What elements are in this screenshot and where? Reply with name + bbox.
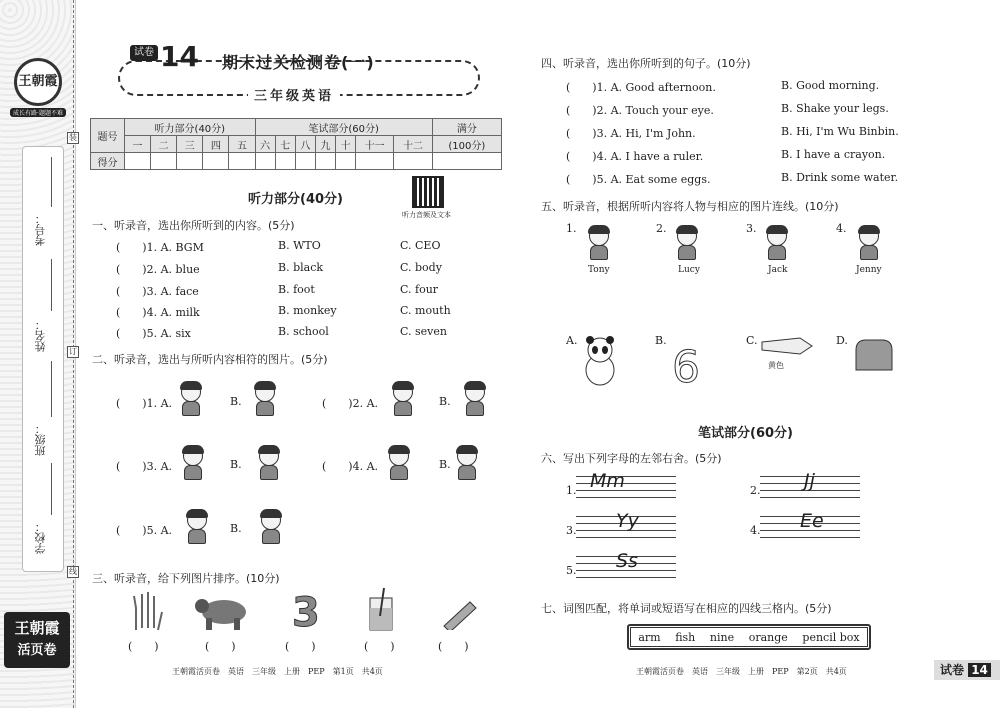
lucy-picture: [672, 226, 702, 260]
s3-blank-3[interactable]: ( ): [285, 640, 316, 653]
jenny-picture: [854, 226, 884, 260]
s4-q1-a: ( )1. A. Good afternoon.: [566, 81, 716, 94]
s4-q5-b: B. Drink some water.: [781, 171, 899, 184]
jack-picture: [762, 226, 792, 260]
s2-q5-a-picture: [182, 510, 212, 544]
s6-q4-num: 4.: [750, 524, 761, 537]
section-2-title: 二、听录音，选出与所听内容相符的图片。(5分): [92, 353, 328, 366]
s2-q3: ( )3. A.: [116, 460, 173, 473]
s2-q1-b-picture: [250, 382, 280, 416]
s2-q1-a-picture: [176, 382, 206, 416]
listening-heading: 听力部分(40分): [248, 192, 343, 207]
score-cell[interactable]: [315, 153, 335, 170]
s1-q4: ( )4. A. milk: [116, 306, 200, 319]
score-cell[interactable]: [275, 153, 295, 170]
publisher-logo: 王朝霞: [14, 58, 62, 106]
s3-blank-4[interactable]: ( ): [364, 640, 395, 653]
s1-q5: ( )5. A. six: [116, 327, 191, 340]
score-cell[interactable]: [203, 153, 229, 170]
s6-q5-lines[interactable]: [576, 550, 676, 578]
s2-q4-b: B.: [439, 458, 451, 471]
s4-q1-b: B. Good morning.: [781, 79, 880, 92]
paper-tag: [934, 660, 1000, 680]
field-exam-number: 考号：: [34, 213, 47, 246]
writing-heading: 笔试部分(60分): [698, 426, 793, 441]
publisher-slogan: 成长有路·题题不难: [10, 108, 66, 117]
paper-tag-label: 试卷: [940, 663, 965, 677]
cut-mark: 线: [69, 567, 77, 576]
series-badge: [4, 612, 70, 668]
s5-picture-c-label: C.: [746, 334, 758, 347]
score-full-value: (100分): [432, 136, 501, 153]
field-school: 学校：: [34, 521, 47, 554]
s5-person-4-num: 4.: [836, 222, 847, 235]
crayon-icon: [760, 334, 814, 358]
s1-q5-c: C. seven: [400, 325, 447, 338]
s1-q1-c: C. CEO: [400, 239, 441, 252]
s6-q1-letters: Mm: [590, 470, 625, 492]
s5-person-1-num: 1.: [566, 222, 577, 235]
score-header-item: 题号: [91, 119, 125, 153]
s6-q5-letters: Ss: [616, 550, 638, 572]
s6-q1-lines[interactable]: [576, 470, 676, 498]
score-cell[interactable]: [394, 153, 432, 170]
s6-q4-lines[interactable]: [760, 510, 860, 538]
s5-person-3-num: 3.: [746, 222, 757, 235]
score-cell[interactable]: [125, 153, 151, 170]
panda-icon: [582, 336, 618, 386]
paper-tag-number: 14: [968, 663, 991, 677]
s4-q5-a: ( )5. A. Eat some eggs.: [566, 173, 711, 186]
s3-blank-5[interactable]: ( ): [438, 640, 469, 653]
s1-q1: ( )1. A. BGM: [116, 241, 204, 254]
s1-q2-b: B. black: [278, 261, 324, 274]
score-cell[interactable]: [151, 153, 177, 170]
paper-number: 14: [160, 40, 199, 73]
score-col: 三: [177, 136, 203, 153]
s2-q4-b-picture: [452, 446, 482, 480]
word-orange: orange: [748, 630, 788, 644]
s6-q2-letters: Jj: [804, 470, 815, 492]
s4-q4-b: B. I have a crayon.: [781, 148, 886, 161]
s6-q3-lines[interactable]: [576, 510, 676, 538]
score-col: 十: [335, 136, 355, 153]
score-col: 六: [255, 136, 275, 153]
score-table: [90, 118, 502, 170]
juice-glass-icon: [362, 586, 402, 634]
s3-blank-2[interactable]: ( ): [205, 640, 236, 653]
cut-mark: 订: [69, 347, 77, 356]
s2-q3-b: B.: [230, 458, 242, 471]
score-header-writing: 笔试部分(60分): [255, 119, 432, 136]
word-pencil-box: pencil box: [802, 630, 860, 644]
page-title: 期末过关检测卷(一): [222, 53, 375, 72]
s5-person-3-name: Jack: [768, 265, 788, 275]
s2-q2-b: B.: [439, 395, 451, 408]
s6-q2-num: 2.: [750, 484, 761, 497]
s6-q1-num: 1.: [566, 484, 577, 497]
s2-q5-b: B.: [230, 522, 242, 535]
footer-left: 王朝霞活页卷 英语 三年级 上册 PEP 第1页 共4页: [172, 667, 383, 676]
section-5-title: 五、听录音，根据所听内容将人物与相应的图片连线。(10分): [541, 200, 839, 213]
footer-right: 王朝霞活页卷 英语 三年级 上册 PEP 第2页 共4页: [636, 667, 847, 676]
s5-picture-a-label: A.: [566, 334, 578, 347]
s2-q4-a-picture: [384, 446, 414, 480]
s5-person-2-name: Lucy: [678, 265, 700, 275]
s2-q2-a-picture: [388, 382, 418, 416]
s4-q2-b: B. Shake your legs.: [781, 102, 889, 115]
s1-q3-b: B. foot: [278, 283, 315, 296]
s2-q5: ( )5. A.: [116, 524, 173, 537]
student-info-card: [22, 146, 64, 572]
bear-icon: [194, 594, 250, 630]
s6-q4-letters: Ee: [800, 510, 824, 532]
score-col: 十一: [356, 136, 394, 153]
score-header-listening: 听力部分(40分): [125, 119, 256, 136]
svg-text:3: 3: [292, 590, 320, 632]
score-col: 九: [315, 136, 335, 153]
s3-blank-1[interactable]: ( ): [128, 640, 159, 653]
s5-picture-b-label: B.: [655, 334, 667, 347]
number-three-icon: [286, 588, 320, 632]
score-cell[interactable]: [177, 153, 203, 170]
s1-q5-b: B. school: [278, 325, 329, 338]
s1-q4-c: C. mouth: [400, 304, 451, 317]
pen-icon: [440, 598, 480, 630]
s5-person-2-num: 2.: [656, 222, 667, 235]
s6-q5-num: 5.: [566, 564, 577, 577]
section-1-title: 一、听录音，选出你所听到的内容。(5分): [92, 219, 295, 232]
field-line: [51, 463, 52, 515]
s1-q1-b: B. WTO: [278, 239, 321, 252]
score-col: 十二: [394, 136, 432, 153]
section-6-title: 六、写出下列字母的左邻右舍。(5分): [541, 452, 722, 465]
score-cell[interactable]: [295, 153, 315, 170]
qr-code-icon[interactable]: [412, 176, 444, 208]
svg-text:6: 6: [672, 342, 700, 386]
s2-q2-b-picture: [460, 382, 490, 416]
score-row-label: 得分: [91, 153, 125, 170]
score-cell[interactable]: [356, 153, 394, 170]
s2-q3-a-picture: [178, 446, 208, 480]
score-cell[interactable]: [255, 153, 275, 170]
field-name: 姓名：: [34, 319, 47, 352]
score-cell[interactable]: [432, 153, 501, 170]
score-cell[interactable]: [335, 153, 355, 170]
number-six-icon: [670, 336, 700, 386]
field-class: 班级：: [34, 423, 47, 456]
crayon-caption: 黄色: [768, 361, 784, 370]
s6-q3-num: 3.: [566, 524, 577, 537]
s1-q2-c: C. body: [400, 261, 442, 274]
s5-picture-d-label: D.: [836, 334, 848, 347]
s6-q2-lines[interactable]: [760, 470, 860, 498]
score-col: 四: [203, 136, 229, 153]
paper-badge: 试卷: [130, 45, 158, 61]
cut-mark: 装: [69, 133, 77, 142]
s6-q3-letters: Yy: [616, 510, 639, 532]
s2-q1: ( )1. A.: [116, 397, 173, 410]
s1-q3-c: C. four: [400, 283, 439, 296]
section-3-title: 三、听录音，给下列图片排序。(10分): [92, 572, 280, 585]
field-line: [51, 157, 52, 207]
s2-q1-b: B.: [230, 395, 242, 408]
s1-q2: ( )2. A. blue: [116, 263, 200, 276]
s1-q4-b: B. monkey: [278, 304, 337, 317]
field-line: [51, 361, 52, 417]
s2-q5-b-picture: [256, 510, 286, 544]
qr-caption: 听力音频及文本: [402, 211, 451, 219]
s5-person-1-name: Tony: [588, 265, 610, 275]
series-badge-line1: 王朝霞: [14, 619, 60, 637]
s5-person-4-name: Jenny: [856, 265, 882, 275]
score-col: 八: [295, 136, 315, 153]
s2-q4: ( )4. A.: [322, 460, 379, 473]
score-col: 一: [125, 136, 151, 153]
s4-q4-a: ( )4. A. I have a ruler.: [566, 150, 704, 163]
s4-q2-a: ( )2. A. Touch your eye.: [566, 104, 714, 117]
s2-q3-b-picture: [254, 446, 284, 480]
hand-icon: [128, 590, 164, 632]
word-nine: nine: [709, 630, 735, 644]
score-col: 七: [275, 136, 295, 153]
score-col: 二: [151, 136, 177, 153]
field-line: [51, 259, 52, 311]
series-badge-line2: 活页卷: [17, 643, 57, 658]
score-col: 五: [229, 136, 255, 153]
word-fish: fish: [675, 630, 696, 644]
score-header-full: 满分: [432, 119, 501, 136]
s4-q3-a: ( )3. A. Hi, I'm John.: [566, 127, 696, 140]
s4-q3-b: B. Hi, I'm Wu Binbin.: [781, 125, 899, 138]
tony-picture: [584, 226, 614, 260]
section-4-title: 四、听录音，选出你所听到的句子。(10分): [541, 57, 751, 70]
page-subtitle: 三年级英语: [248, 85, 340, 104]
s2-q2: ( )2. A.: [322, 397, 379, 410]
score-cell[interactable]: [229, 153, 255, 170]
word-bank: [630, 627, 868, 647]
bread-icon: [852, 338, 894, 372]
s1-q3: ( )3. A. face: [116, 285, 199, 298]
word-arm: arm: [638, 630, 661, 644]
section-7-title: 七、词图匹配，将单词或短语写在相应的四线三格内。(5分): [541, 602, 832, 615]
